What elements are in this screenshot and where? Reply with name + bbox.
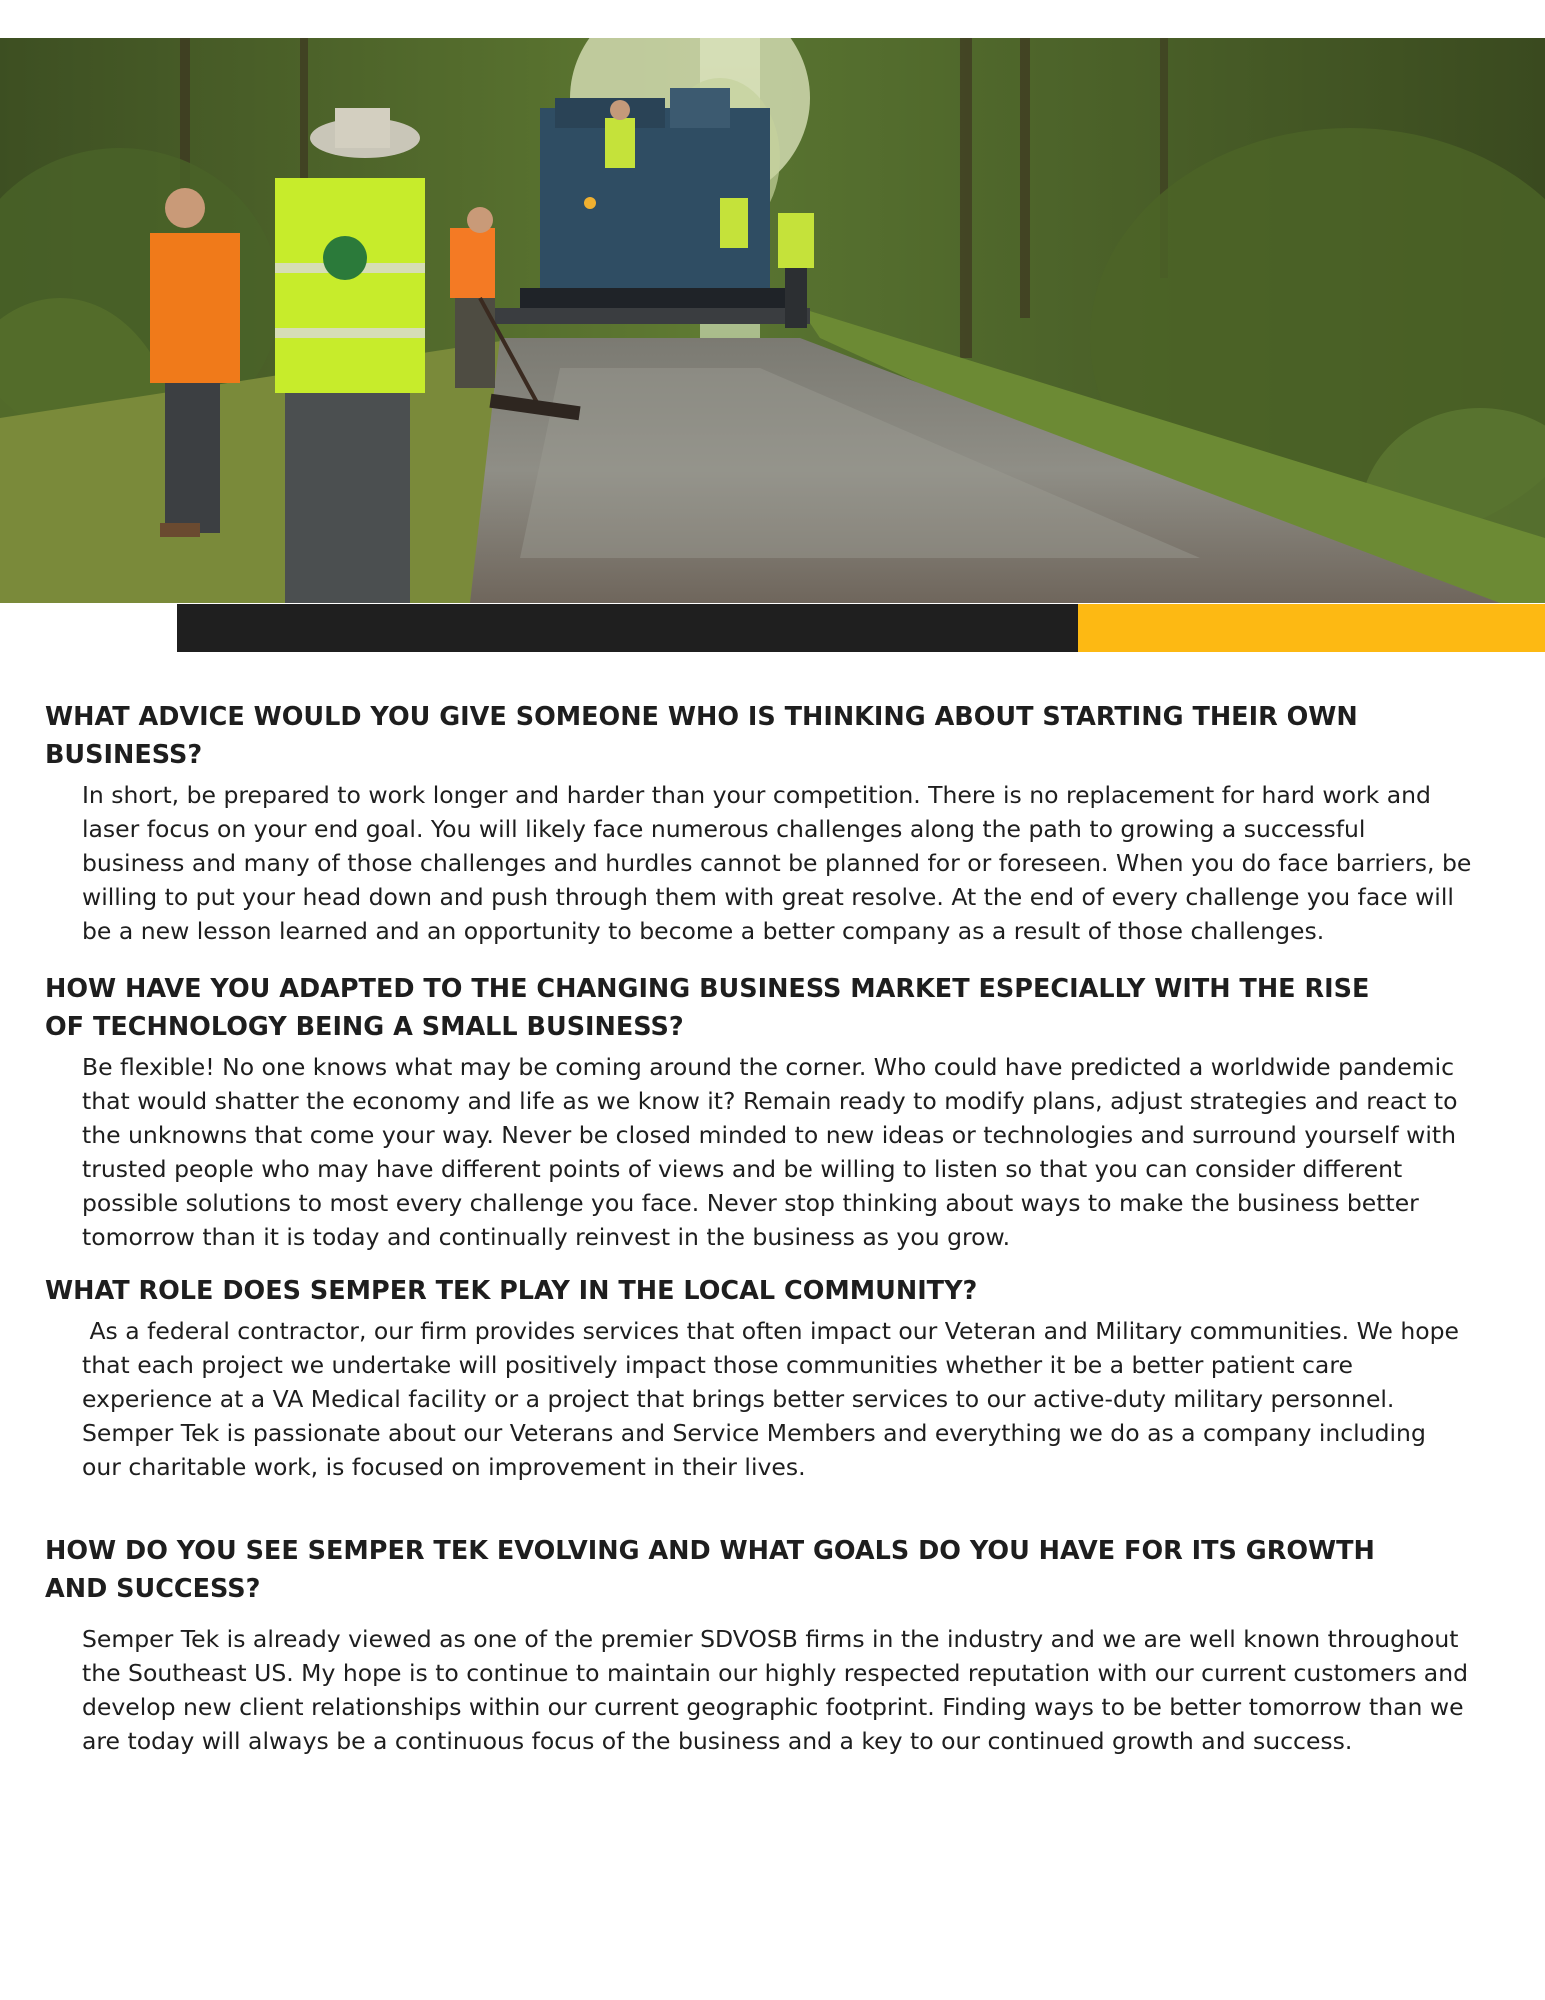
- dark-accent-bar: [177, 604, 1078, 652]
- section-answer: In short, be prepared to work longer and harder than your competition. There is no replacement for hard work and laser focus on your end goal. You will likely face numerous challenges along the path to growing a successful business and many of those challenges and hurdles cannot be planned for or foreseen. When you do face barriers, be willing to put your head down and push through them with great resolve. At the end of every challenge you face will be a new lesson learned and an opportunity to become a better company as a result of those challenges.: [82, 781, 1472, 945]
- qa-section-advice: [45, 698, 1472, 948]
- qa-section-adapting: [45, 970, 1458, 1254]
- section-heading: HOW DO YOU SEE SEMPER TEK EVOLVING AND WHAT GOALS DO YOU HAVE FOR ITS GROWTH AND SUCCESS?: [45, 1536, 1375, 1604]
- qa-section-community: [45, 1272, 1467, 1484]
- road-paving-illustration: [0, 38, 1545, 603]
- section-answer: Be flexible! No one knows what may be coming around the corner. Who could have predicted a worldwide pandemic that would shatter the economy and life as we know it? Remain ready to modify plans, adjust strategies and react to the unknowns that come your way. Never be closed minded to new ideas or technologies and surround yourself with trusted people who may have different points of views and be willing to listen so that you can consider different possible solutions to most every challenge you face. Never stop thinking about ways to make the business better tomorrow than it is today and continually reinvest in the business as you grow.: [82, 1053, 1458, 1251]
- interview-content: [45, 698, 1472, 1758]
- section-answer: As a federal contractor, our firm provides services that often impact our Veteran and Military communities. We hope that each project we undertake will positively impact those communities whether it be a better patient care experience at a VA Medical facility or a project that brings better services to our active-duty military personnel. Semper Tek is passionate about our Veterans and Service Members and everything we do as a company including our charitable work, is focused on improvement in their lives.: [82, 1317, 1467, 1481]
- section-heading: HOW HAVE YOU ADAPTED TO THE CHANGING BUSINESS MARKET ESPECIALLY WITH THE RISE OF TECHNOLOGY BEING A SMALL BUSINESS?: [45, 974, 1370, 1042]
- gold-accent-bar: [1078, 604, 1545, 652]
- hero-photo: [0, 38, 1545, 603]
- qa-section-growth: [45, 1532, 1469, 1758]
- section-heading: WHAT ADVICE WOULD YOU GIVE SOMEONE WHO IS THINKING ABOUT STARTING THEIR OWN BUSINESS?: [45, 702, 1358, 770]
- section-heading: WHAT ROLE DOES SEMPER TEK PLAY IN THE LOCAL COMMUNITY?: [45, 1276, 978, 1306]
- section-answer: Semper Tek is already viewed as one of the premier SDVOSB firms in the industry and we are well known throughout the Southeast US. My hope is to continue to maintain our highly respected reputation with our current customers and develop new client relationships within our current geographic footprint. Finding ways to be better tomorrow than we are today will always be a continuous focus of the business and a key to our continued growth and success.: [82, 1625, 1469, 1755]
